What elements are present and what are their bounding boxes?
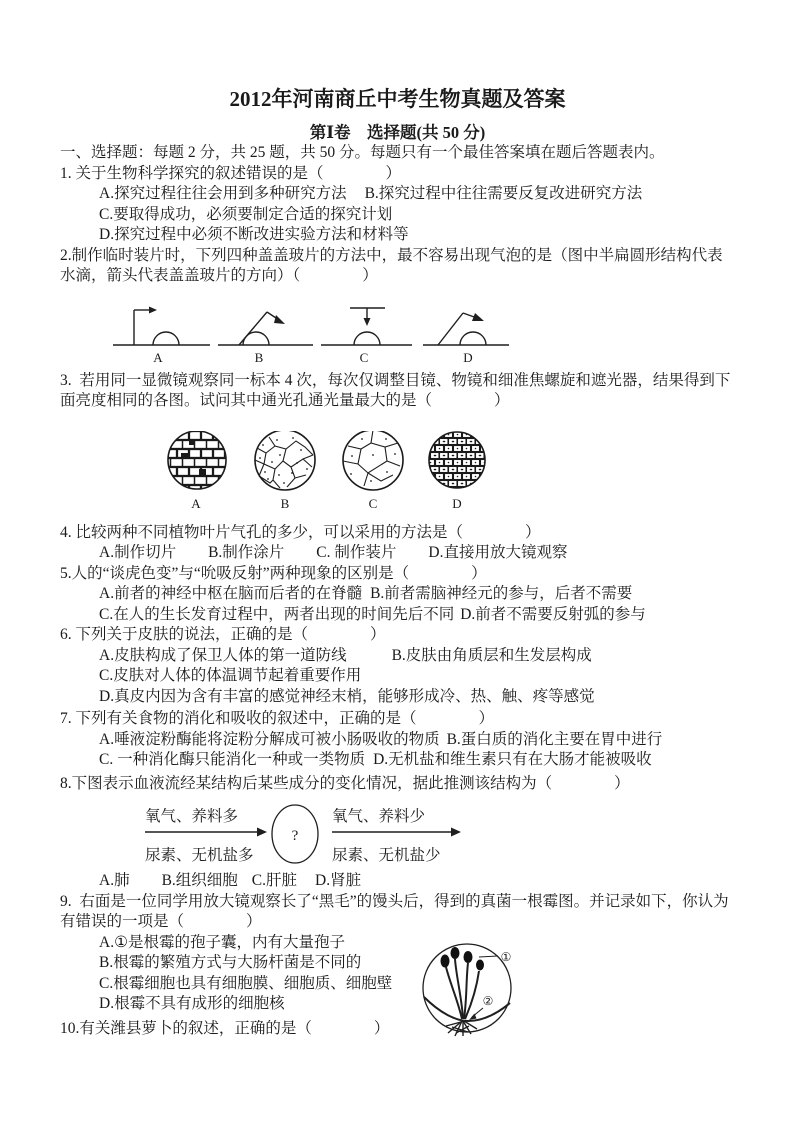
sporangium-callout-1: ① bbox=[500, 949, 512, 964]
blood-in-bottom-label: 尿素、无机盐多 bbox=[145, 847, 254, 864]
question-4-stem: 4. 比较两种不同植物叶片气孔的多少，可以采用的方法是（ ） bbox=[60, 523, 541, 541]
microscope-field-diagram bbox=[165, 431, 495, 511]
question-9-option-b: B.根霉的繁殖方式与大肠杆菌是不同的 bbox=[99, 954, 362, 971]
question-7-options-ab bbox=[60, 730, 735, 751]
question-7-option-c: C. 一种消化酶只能消化一种或一类物质 bbox=[99, 751, 366, 768]
question-6-options-ab bbox=[60, 646, 735, 667]
blood-in-top-label: 氧气、养料多 bbox=[145, 808, 239, 825]
question-5-option-b: B.前者需脑神经元的参与，后者不需要 bbox=[370, 585, 633, 602]
question-7-option-b: B.蛋白质的消化主要在胃中进行 bbox=[446, 730, 663, 748]
rhizopus-mold-diagram bbox=[422, 939, 517, 1039]
question-6-option-d: D.真皮内因为含有丰富的感觉神经末梢，能够形成冷、热、触、疼等感觉 bbox=[99, 687, 595, 705]
question-1-option-d: D.探究过程中必须不断改进实验方法和材料等 bbox=[99, 226, 409, 243]
question-1-stem: 1. 关于生物科学探究的叙述错误的是（ ） bbox=[60, 164, 402, 182]
question-10-stem: 10.有关潍县萝卜的叙述，正确的是（ ） bbox=[60, 1019, 390, 1037]
field-label-a: A bbox=[191, 495, 201, 511]
question-1-option-a: A.探究过程往往会用到多种研究方法 bbox=[99, 185, 347, 202]
blood-out-top-label: 氧气、养料少 bbox=[332, 808, 426, 825]
section-intro: 一、选择题：每题 2 分，共 25 题，共 50 分。每题只有一个最佳答案填在题后答题表内。 bbox=[60, 144, 665, 161]
question-3 bbox=[60, 371, 735, 511]
question-4-options bbox=[60, 543, 735, 564]
sporangiophores bbox=[441, 947, 485, 1019]
question-4-option-c: C. 制作装片 bbox=[316, 544, 397, 561]
question-2 bbox=[60, 246, 735, 365]
rhizoid-callout-2: ② bbox=[482, 993, 494, 1008]
field-d-very-dense-cells bbox=[429, 432, 485, 511]
question-8-option-a: A.肺 bbox=[99, 872, 130, 889]
question-8-options bbox=[60, 871, 735, 892]
blood-flow-diagram bbox=[95, 801, 525, 867]
question-7-option-a: A.唾液淀粉酶能将淀粉分解成可被小肠吸收的物质 bbox=[99, 730, 440, 748]
question-7 bbox=[60, 709, 735, 771]
question-5-options-cd bbox=[60, 605, 735, 626]
coverslip-label-b: B bbox=[254, 349, 264, 365]
question-8-option-b: B.组织细胞 bbox=[161, 872, 238, 889]
question-4 bbox=[60, 523, 735, 564]
question-5-option-c: C.在人的生长发育过程中，两者出现的时间先后不同 bbox=[99, 605, 455, 623]
question-5 bbox=[60, 564, 735, 626]
question-4-option-d: D.直接用放大镜观察 bbox=[428, 544, 568, 561]
question-7-options-cd bbox=[60, 750, 735, 771]
coverslip-label-d: D bbox=[463, 349, 473, 365]
question-6-option-b: B.皮肤由角质层和生发层构成 bbox=[391, 646, 592, 664]
question-5-option-a: A.前者的神经中枢在脑而后者的在脊髓 bbox=[99, 585, 363, 602]
field-b-medium-cells bbox=[255, 431, 315, 511]
coverslip-label-c: C bbox=[359, 349, 369, 365]
question-7-option-d: D.无机盐和维生素只有在大肠才能被吸收 bbox=[373, 751, 652, 768]
question-3-stem: 3. 若用同一显微镜观察同一标本 4 次，每次仅调整目镜、物镜和细准焦螺旋和遮光器，结果得到下面亮度相同的各图。试问其中通光孔通光量最大的是（ ） bbox=[60, 371, 731, 409]
question-7-stem: 7. 下列有关食物的消化和吸收的叙述中，正确的是（ ） bbox=[60, 710, 495, 727]
blood-out-bottom-label: 尿素、无机盐少 bbox=[332, 847, 441, 864]
question-9-option-c: C.根霉细胞也具有细胞膜、细胞质、细胞壁 bbox=[99, 974, 393, 992]
field-label-d: D bbox=[452, 495, 462, 511]
unknown-structure-label: ? bbox=[291, 828, 299, 844]
section-header: 第Ⅰ卷 选择题(共 50 分) bbox=[309, 123, 486, 142]
coverslip-method-b bbox=[218, 312, 313, 365]
field-c-large-cells bbox=[343, 431, 403, 511]
question-9-stem: 9. 右面是一位同学用放大镜观察长了“黑毛”的馒头后，得到的真菌一根霉图。并记录如下，你认为有错误的一项是（ ） bbox=[60, 892, 729, 930]
question-8 bbox=[60, 774, 735, 892]
page-title: 2012年河南商丘中考生物真题及答案 bbox=[229, 87, 566, 111]
question-9-option-d: D.根霉不具有成形的细胞核 bbox=[99, 995, 285, 1012]
question-2-stem: 2.制作临时装片时，下列四种盖盖玻片的方法中，最不容易出现气泡的是（图中半扁圆形结构代表水滴，箭头代表盖盖玻片的方向）（ ） bbox=[60, 246, 723, 284]
coverslip-method-c bbox=[321, 308, 412, 365]
field-a-dense-cells bbox=[168, 431, 226, 511]
question-6-option-c: C.皮肤对人体的体温调节起着重要作用 bbox=[99, 667, 362, 684]
question-6 bbox=[60, 625, 735, 707]
question-4-option-a: A.制作切片 bbox=[99, 544, 177, 561]
coverslip-label-a: A bbox=[153, 349, 163, 365]
question-5-stem: 5.人的“谈虎色变”与“吮吸反射”两种现象的区别是（ ） bbox=[60, 564, 487, 582]
question-1-option-b: B.探究过程中往往需要反复改进研究方法 bbox=[364, 185, 643, 202]
question-6-stem: 6. 下列关于皮肤的说法，正确的是（ ） bbox=[60, 626, 386, 643]
coverslip-method-a bbox=[113, 306, 210, 365]
question-8-option-c: C.肝脏 bbox=[251, 872, 298, 889]
question-1-options-ab bbox=[60, 184, 735, 205]
question-1-option-c: C.要取得成功，必须要制定合适的探究计划 bbox=[99, 205, 393, 223]
question-5-options-ab bbox=[60, 584, 735, 605]
bread-surface-line bbox=[424, 997, 510, 1021]
question-8-option-d: D.肾脏 bbox=[315, 872, 362, 889]
question-9 bbox=[60, 892, 735, 1015]
coverslip-methods-diagram bbox=[105, 303, 535, 365]
field-label-b: B bbox=[280, 495, 290, 511]
question-8-stem: 8.下图表示血液流经某结构后某些成分的变化情况，据此推测该结构为（ ） bbox=[60, 774, 630, 792]
question-10 bbox=[60, 1019, 735, 1040]
field-label-c: C bbox=[368, 495, 378, 511]
question-4-option-b: B.制作涂片 bbox=[208, 544, 285, 561]
question-5-option-d: D.前者不需要反射弧的参与 bbox=[460, 605, 646, 623]
question-6-option-a: A.皮肤构成了保卫人体的第一道防线 bbox=[99, 646, 347, 664]
question-1 bbox=[60, 164, 735, 246]
coverslip-method-d bbox=[423, 313, 509, 365]
question-9-option-a: A.①是根霉的孢子囊，内有大量孢子 bbox=[99, 933, 345, 951]
